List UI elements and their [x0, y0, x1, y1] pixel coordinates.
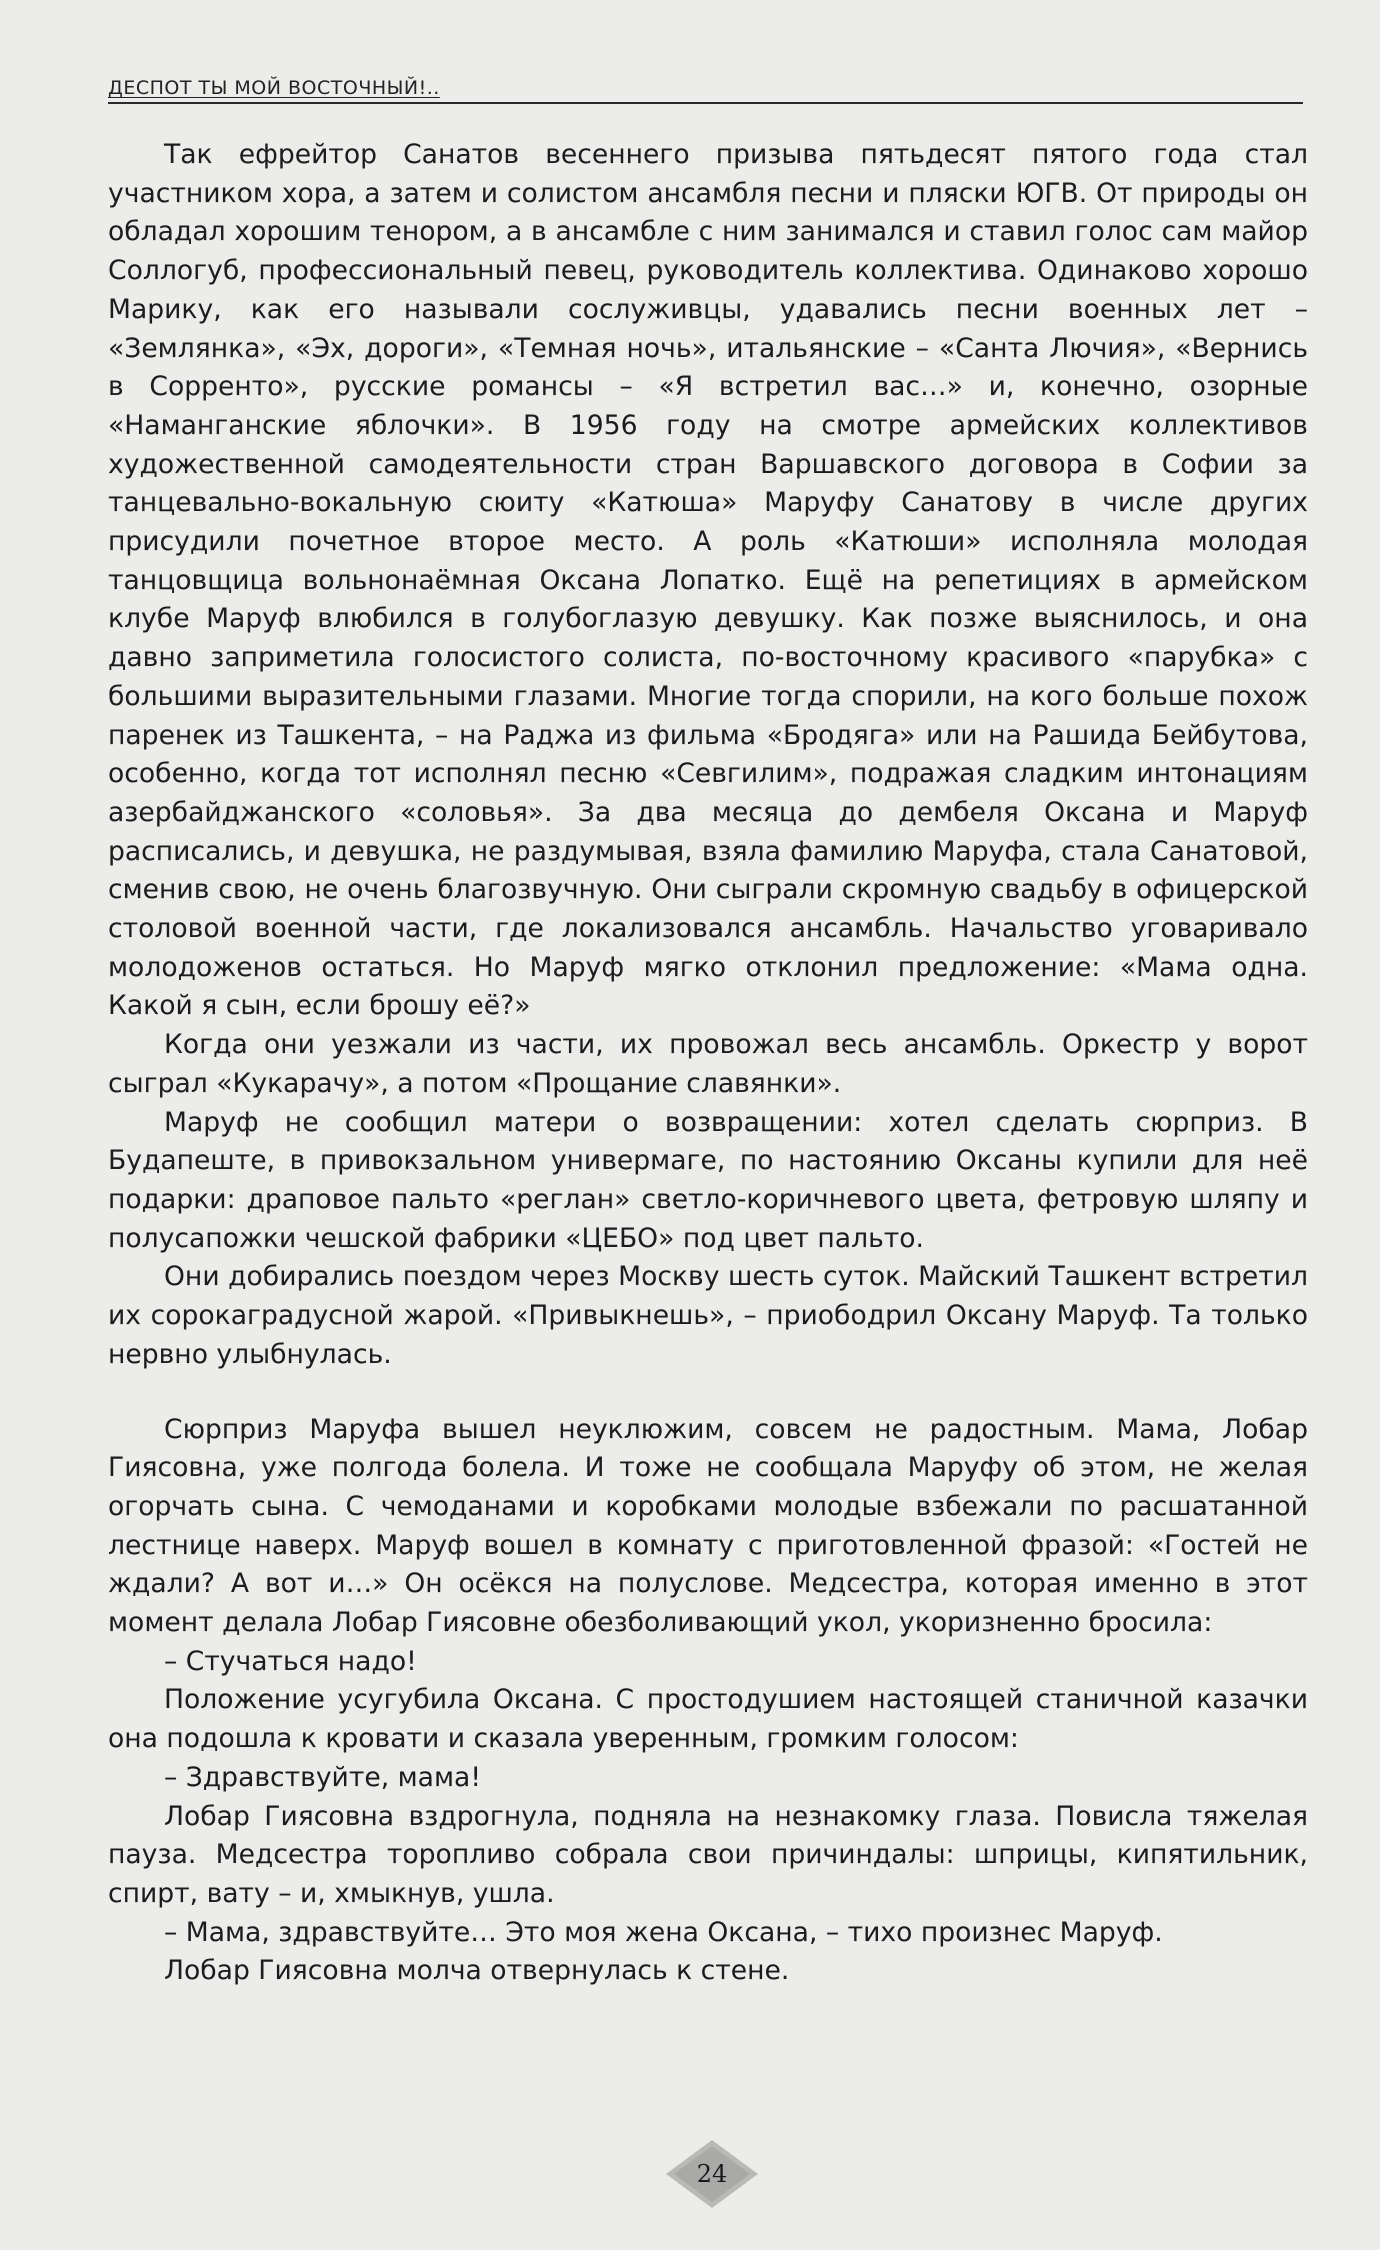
body-text: [108, 136, 1308, 1991]
page-number-badge: [664, 2138, 760, 2210]
dialogue-line: – Здравствуйте, мама!: [164, 1761, 481, 1793]
paragraph: Положение усугубила Оксана. С простодушием настоящей станичной казачки она подошла к кровати и сказала уверенным, громким голосом:: [108, 1684, 1308, 1755]
paragraph: Лобар Гиясовна молча отвернулась к стене.: [164, 1955, 790, 1987]
paragraph: Когда они уезжали из части, их провожал весь ансамбль. Оркестр у ворот сыграл «Кукарачу», а потом «Прощание славянки».: [108, 1029, 1308, 1099]
paragraph: Так ефрейтор Санатов весеннего призыва пятьдесят пятого года стал участником хора, а затем и солистом ансамбля песни и пляски ЮГВ. От природы он обладал хорошим тенором, а в ансамбле с ним занимался и ставил голос сам майор Соллогуб, профессиональный певец, руководитель коллектива. Одинаково хорошо Марику, как его называли сослуживцы, удавались песни военных лет – «Землянка», «Эх, дороги», «Темная ночь», итальянские – «Санта Лючия», «Вернись в Сорренто», русские романсы – «Я встретил вас…» и, конечно, озорные «Наманганские яблочки». В 1956 году на смотре армейских коллективов художественной самодеятельности стран Варшавского договора в Софии за танцевально-вокальную сюиту «Катюша» Маруфу Санатову в числе других присудили почетное второе место. А роль «Катюши» исполняла молодая танцовщица вольнонаёмная Оксана Лопатко. Ещё на репетициях в армейском клубе Маруф влюбился в голубоглазую девушку. Как позже выяснилось, и она давно заприметила голосистого солиста, по-восточному красивого «парубка» с большими выразительными глазами. Многие тогда спорили, на кого больше похож паренек из Ташкента, – на Раджа из фильма «Бродяга» или на Рашида Бейбутова, особенно, когда тот исполнял песню «Севгилим», подражая сладким интонациям азербайджанского «соловья». За два месяца до дембеля Оксана и Маруф расписались, и девушка, не раздумывая, взяла фамилию Маруфа, стала Санатовой, сменив свою, не очень благозвучную. Они сыграли скромную свадьбу в офицерской столовой военной части, где локализовался ансамбль. Начальство уговаривало молодоженов остаться. Но Маруф мягко отклонил предложение: «Мама одна. Какой я сын, если брошу её?»: [108, 139, 1308, 1022]
paragraph: Маруф не сообщил матери о возвращении: хотел сделать сюрприз. В Будапеште, в привокзальном универмаге, по настоянию Оксаны купили для неё подарки: драповое пальто «реглан» светло-коричневого цвета, фетровую шляпу и полусапожки чешской фабрики «ЦЕБО» под цвет пальто.: [108, 1106, 1308, 1254]
page-header: [108, 72, 1303, 104]
paragraph: Лобар Гиясовна вздрогнула, подняла на незнакомку глаза. Повисла тяжелая пауза. Медсестра торопливо собрала свои причиндалы: шприцы, кипятильник, спирт, вату – и, хмыкнув, ушла.: [108, 1800, 1308, 1909]
dialogue-line: – Мама, здравствуйте… Это моя жена Оксана, – тихо произнес Маруф.: [164, 1916, 1163, 1948]
dialogue-line: – Стучаться надо!: [164, 1645, 417, 1677]
running-title: ДЕСПОТ ТЫ МОЙ ВОСТОЧНЫЙ!..: [108, 77, 440, 99]
paragraph: Сюрприз Маруфа вышел неуклюжим, совсем не радостным. Мама, Лобар Гиясовна, уже полгода болела. И тоже не сообщала Маруфу об этом, не желая огорчать сына. С чемоданами и коробками молодые взбежали по расшатанной лестнице наверх. Маруф вошел в комнату с приготовленной фразой: «Гостей не ждали? А вот и…» Он осёкся на полуслове. Медсестра, которая именно в этот момент делала Лобар Гиясовне обезболивающий укол, укоризненно бросила:: [108, 1413, 1308, 1639]
page-number: 24: [696, 2160, 728, 2188]
paragraph: Они добирались поездом через Москву шесть суток. Майский Ташкент встретил их сорокаградусной жарой. «Привыкнешь», – приободрил Оксану Маруф. Та только нервно улыбнулась.: [108, 1261, 1308, 1370]
